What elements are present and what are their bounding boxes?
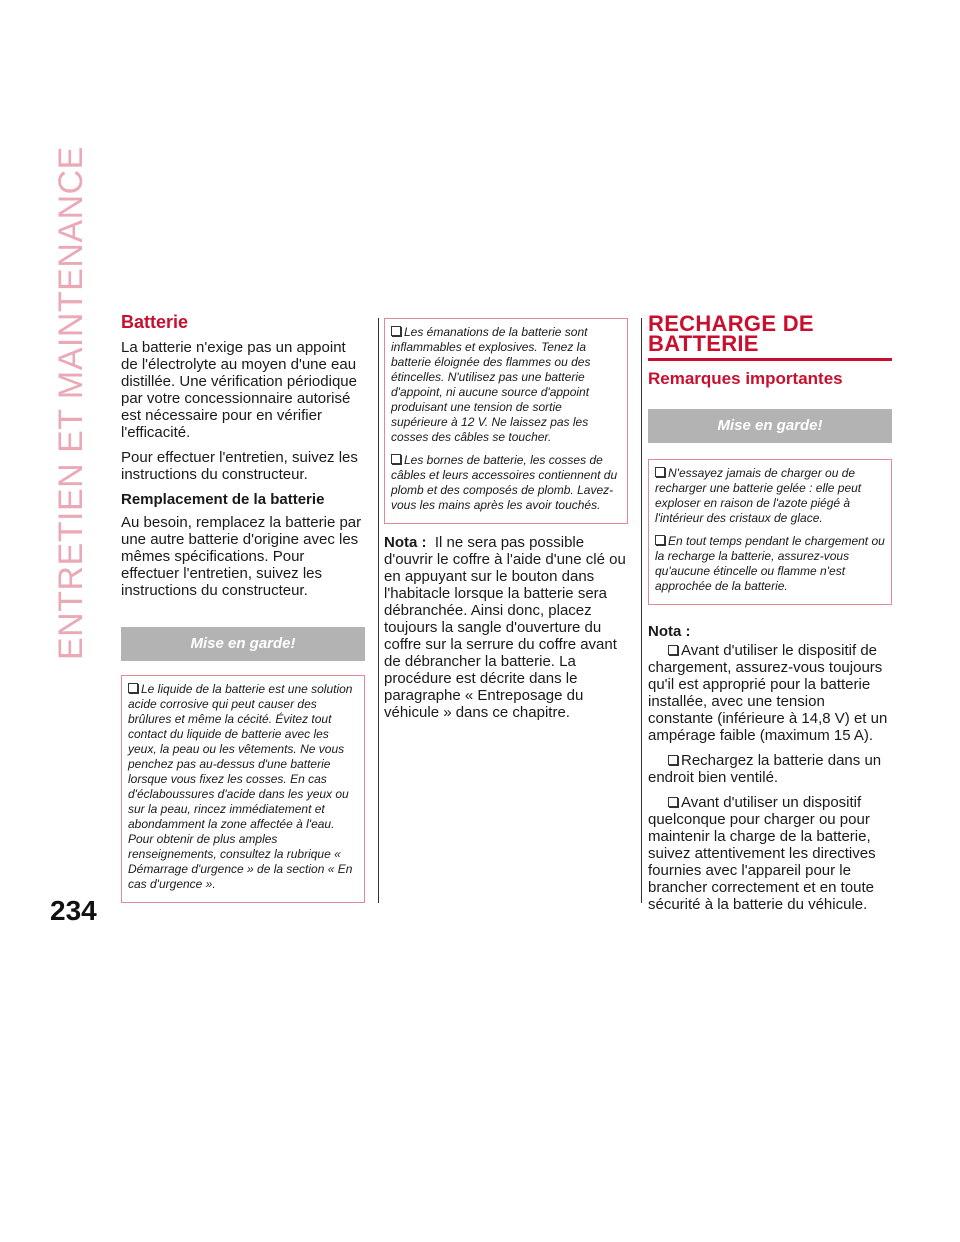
subheading: Remplacement de la batterie: [121, 491, 325, 508]
warning-box: [648, 459, 892, 605]
nota-label: Nota :: [384, 534, 427, 551]
warning-item: Le liquide de la batterie est une solution acide corrosive qui peut causer des brûlures et même la cécité. Évitez tout contact du liquide de batterie avec les yeux, la peau ou les vêtements. Ne vous penchez pas au-dessus d'une batterie lorsque vous fixez les cosses. En cas d'éclaboussures d'acide dans les yeux ou sur la peau, rincez immédiatement et abondamment la zone affectée à l'eau. Pour obtenir de plus amples renseignements, consultez la rubrique « Démarrage d'urgence » de la section « En cas d'urgence ».: [128, 682, 353, 891]
warning-item: Les émanations de la batterie sont inflammables et explosives. Tenez la batterie éloignée des flammes ou des étincelles. N'utilisez pas une batterie d'appoint, ni aucune source d'appoint produisant une tension de sortie supérieure à 12 V. Ne laissez pas les cosses des câbles se toucher.: [391, 325, 591, 444]
heading-rule: [648, 358, 892, 361]
checkbox-bullet-icon: [668, 755, 678, 765]
checkbox-bullet-icon: [655, 535, 665, 545]
warning-item: En tout temps pendant le chargement ou la recharge la batterie, assurez-vous qu'aucune étincelle ou flamme n'est approchée de la batterie.: [655, 534, 885, 593]
column-3: [648, 311, 892, 921]
checkbox-bullet-icon: [391, 326, 401, 336]
column-divider: [641, 318, 642, 903]
warning-box: [121, 675, 365, 903]
column-2: [384, 318, 628, 729]
nota-label: Nota :: [648, 623, 691, 640]
checkbox-bullet-icon: [128, 683, 138, 693]
warning-item: N'essayez jamais de charger ou de recharger une batterie gelée : elle peut exploser en raison de l'azote piégé à l'intérieur des cristaux de glace.: [655, 466, 862, 525]
warning-item: Les bornes de batterie, les cosses de câbles et leurs accessoires contiennent du plomb et des composés de plomb. Lavez-vous les mains après les avoir touchés.: [391, 453, 618, 512]
checkbox-bullet-icon: [391, 454, 401, 464]
main-heading: RECHARGE DE BATTERIE: [648, 311, 814, 356]
subheading: Remarques importantes: [648, 369, 843, 388]
checkbox-bullet-icon: [668, 645, 678, 655]
checkbox-bullet-icon: [655, 467, 665, 477]
warning-title: Mise en garde!: [648, 409, 892, 443]
page-number: 234: [50, 895, 97, 926]
paragraph: Au besoin, remplacez la batterie par une autre batterie d'origine avec les mêmes spécifications. Pour effectuer l'entretien, suivez les instructions du constructeur.: [121, 514, 362, 599]
checkbox-bullet-icon: [668, 797, 678, 807]
column-1: [121, 312, 365, 903]
column-divider: [378, 318, 379, 903]
warning-box: [384, 318, 628, 524]
paragraph: Pour effectuer l'entretien, suivez les instructions du constructeur.: [121, 449, 358, 483]
list-item: Avant d'utiliser un dispositif quelconque pour charger ou pour maintenir la charge de la batterie, suivez attentivement les directives fournies avec l'appareil pour le brancher correctement et en toute sécurité à la batterie du véhicule.: [648, 794, 876, 913]
section-heading: Batterie: [121, 312, 189, 332]
list-item: Avant d'utiliser le dispositif de chargement, assurez-vous toujours qu'il est approprié pour la batterie installée, avec une tension constante (inférieure à 14,8 V) et un ampérage faible (maximum 15 A).: [648, 642, 888, 744]
chapter-side-label: ENTRETIEN ET MAINTENANCE: [52, 146, 90, 660]
nota-paragraph: Nota : Il ne sera pas possible d'ouvrir le coffre à l'aide d'une clé ou en appuyant sur le bouton dans l'habitacle lorsque la batterie sera débranchée. Ainsi donc, placez toujours la sangle d'ouverture du coffre sur la serrure du coffre avant de débrancher la batterie. La procédure est décrite dans le paragraphe « Entreposage du véhicule » dans ce chapitre.: [384, 534, 626, 721]
warning-title: Mise en garde!: [121, 627, 365, 661]
paragraph: La batterie n'exige pas un appoint de l'électrolyte au moyen d'une eau distillée. Une vérification périodique par votre concessionnaire autorisé est nécessaire pour en vérifier l'efficacité.: [121, 339, 357, 441]
list-item: Rechargez la batterie dans un endroit bien ventilé.: [648, 752, 882, 786]
